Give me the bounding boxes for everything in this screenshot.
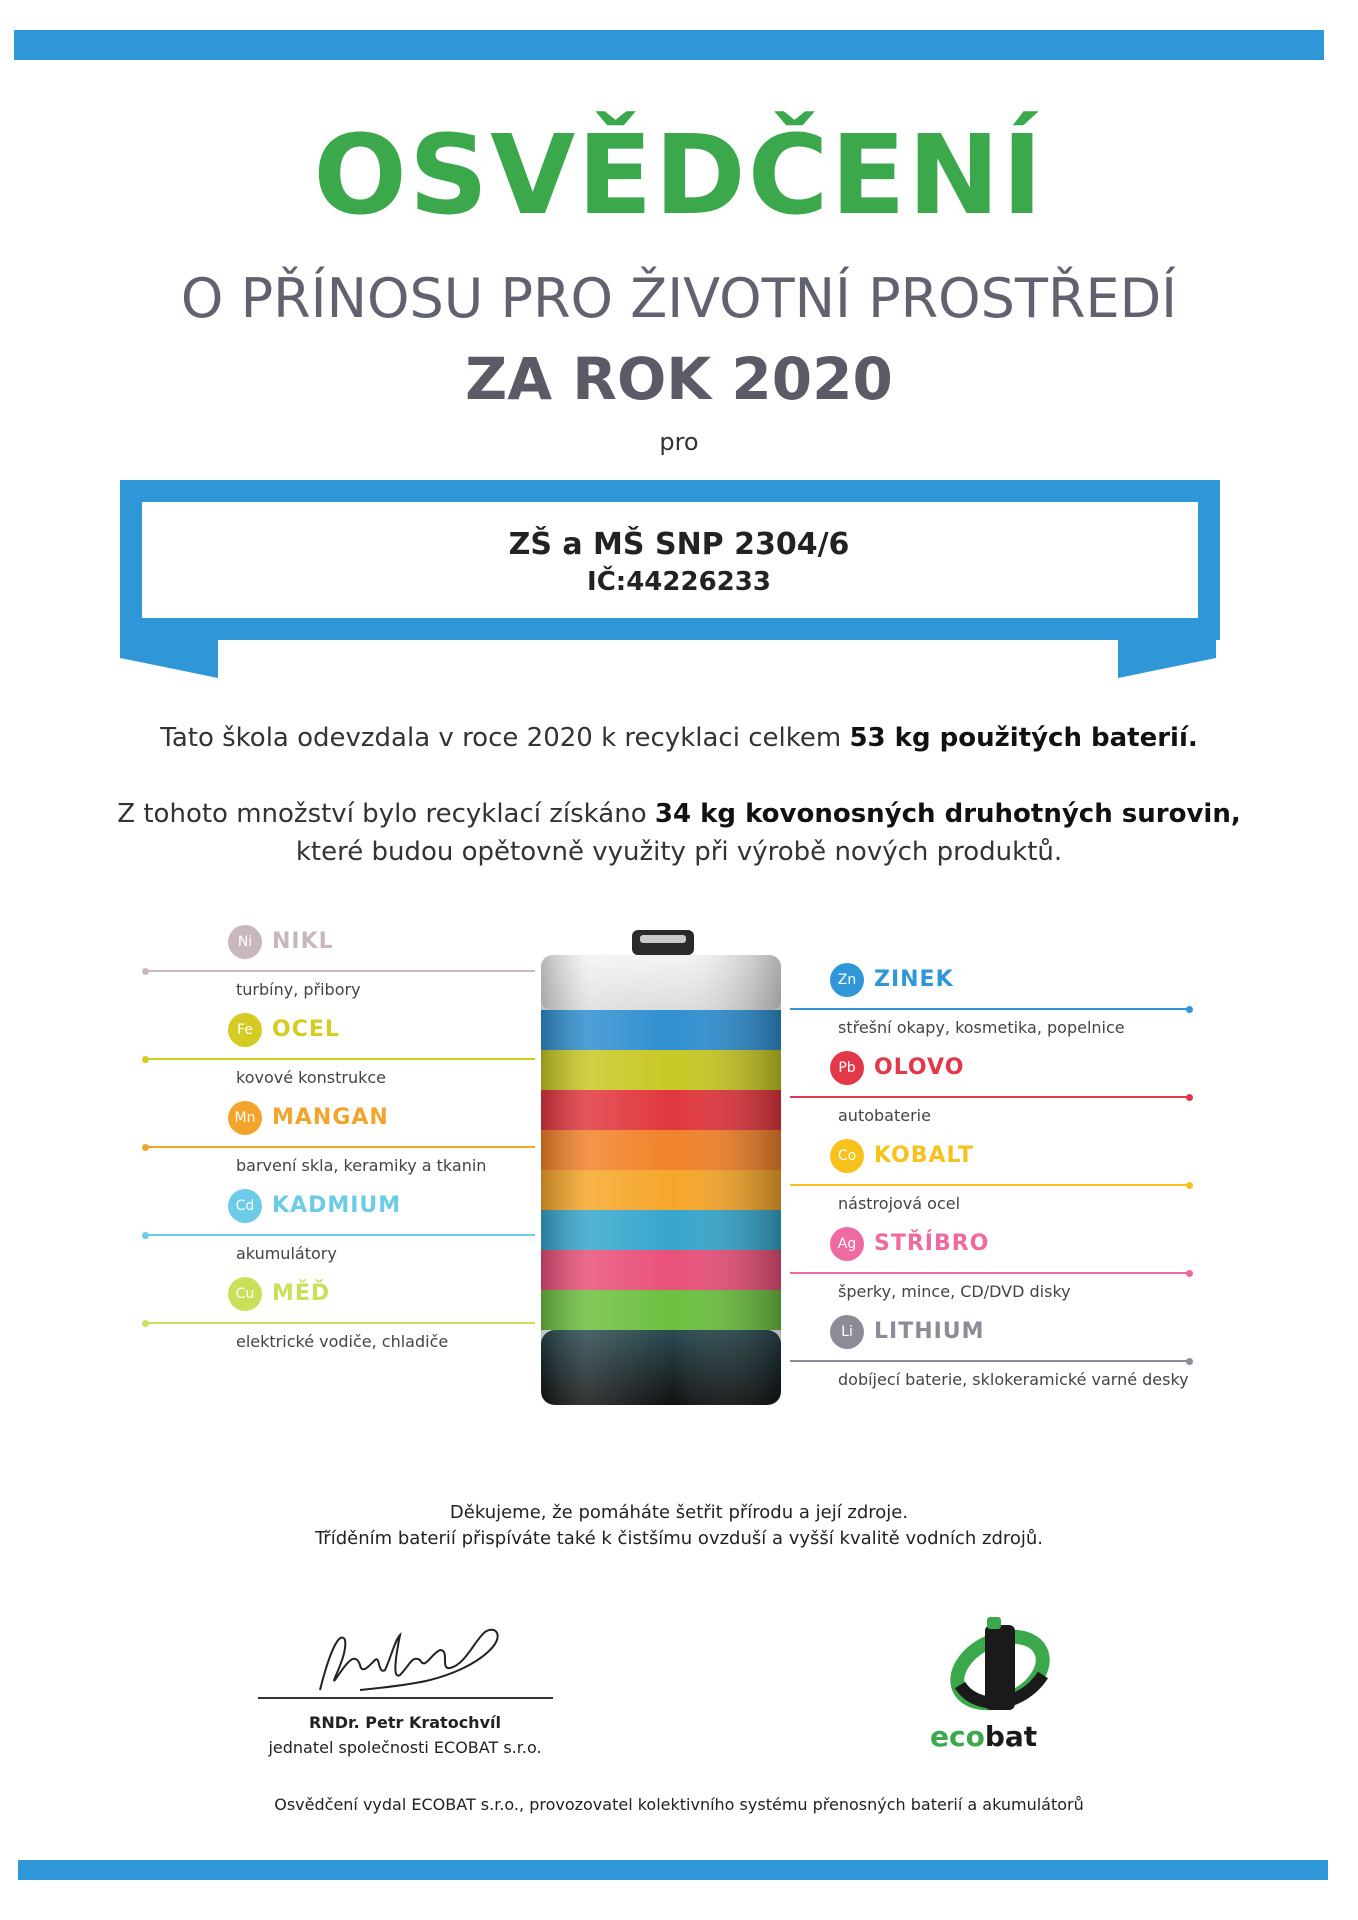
top-blue-bar (14, 30, 1324, 60)
element-symbol: Mn (228, 1101, 262, 1135)
signer-block (220, 1710, 590, 1760)
element-name: OCEL (272, 1017, 340, 1042)
element-use: barvení skla, keramiky a tkanin (236, 1156, 487, 1175)
element-name: ZINEK (874, 967, 954, 992)
leader-dot (1186, 1270, 1193, 1277)
element-use: autobaterie (838, 1106, 931, 1125)
statement-materials: Z tohoto množství bylo recyklací získáno 34 kg kovonosných druhotných surovin, které budou opětovně využity při výrobě nových produktů. (117, 799, 1241, 867)
leader-line (145, 970, 535, 972)
leader-line (145, 1234, 535, 1236)
leader-dot (142, 968, 149, 975)
element-use: akumulátory (236, 1244, 337, 1263)
leader-line (790, 1008, 1190, 1010)
element-symbol: Cu (228, 1277, 262, 1311)
leader-dot (142, 1232, 149, 1239)
signature-image (300, 1610, 520, 1700)
bottom-blue-bar (18, 1860, 1328, 1880)
element-use: turbíny, přibory (236, 980, 361, 999)
ecobat-logo-text: ecobat (930, 1720, 1038, 1753)
recipient-name: ZŠ a MŠ SNP 2304/6 (508, 527, 850, 562)
element-use: elektrické vodiče, chladiče (236, 1332, 449, 1351)
element-use: dobíjecí baterie, sklokeramické varné desky (838, 1370, 1189, 1389)
element-name: MANGAN (272, 1105, 389, 1130)
element-name: LITHIUM (874, 1319, 985, 1344)
ecobat-logo-icon (945, 1615, 1055, 1720)
element-use: šperky, mince, CD/DVD disky (838, 1282, 1071, 1301)
signer-role: jednatel společnosti ECOBAT s.r.o. (268, 1738, 542, 1757)
element-symbol: Ni (228, 925, 262, 959)
element-name: STŘÍBRO (874, 1231, 990, 1256)
leader-dot (142, 1144, 149, 1151)
certificate-title: OSVĚDČENÍ (313, 111, 1045, 239)
footer-text: Osvědčení vydal ECOBAT s.r.o., provozovatel kolektivního systému přenosných baterií a akumulátorů (274, 1795, 1084, 1814)
element-symbol: Fe (228, 1013, 262, 1047)
battery-graphic (536, 925, 786, 1425)
recipient-ico: IČ:44226233 (587, 567, 771, 597)
certificate-subtitle: O PŘÍNOSU PRO ŽIVOTNÍ PROSTŘEDÍ (180, 267, 1178, 330)
leader-dot (142, 1056, 149, 1063)
leader-dot (1186, 1358, 1193, 1365)
leader-line (145, 1146, 535, 1148)
certificate-year: ZA ROK 2020 (465, 345, 893, 413)
thanks-text (0, 1500, 1358, 1552)
thanks-line-2: Tříděním baterií přispíváte také k čistšímu ovzduší a vyšší kvalitě vodních zdrojů. (314, 1528, 1044, 1549)
leader-line (790, 1360, 1190, 1362)
signature-line (258, 1697, 553, 1699)
element-use: nástrojová ocel (838, 1194, 961, 1213)
element-symbol: Zn (830, 963, 864, 997)
element-name: OLOVO (874, 1055, 965, 1080)
leader-dot (1186, 1094, 1193, 1101)
element-symbol: Li (830, 1315, 864, 1349)
element-name: KADMIUM (272, 1193, 402, 1218)
element-name: NIKL (272, 929, 334, 954)
statement-recycled: Tato škola odevzdala v roce 2020 k recyklaci celkem 53 kg použitých baterií. (160, 723, 1198, 753)
for-label: pro (659, 428, 699, 456)
leader-line (790, 1096, 1190, 1098)
leader-dot (142, 1320, 149, 1327)
leader-line (790, 1184, 1190, 1186)
element-symbol: Co (830, 1139, 864, 1173)
element-symbol: Ag (830, 1227, 864, 1261)
element-name: KOBALT (874, 1143, 974, 1168)
element-symbol: Cd (228, 1189, 262, 1223)
element-symbol: Pb (830, 1051, 864, 1085)
element-use: střešní okapy, kosmetika, popelnice (838, 1018, 1125, 1037)
signer-name: RNDr. Petr Kratochvíl (309, 1713, 501, 1732)
element-use: kovové konstrukce (236, 1068, 386, 1087)
leader-dot (1186, 1182, 1193, 1189)
leader-dot (1186, 1006, 1193, 1013)
leader-line (145, 1058, 535, 1060)
element-name: MĚĎ (272, 1281, 331, 1306)
leader-line (790, 1272, 1190, 1274)
thanks-line-1: Děkujeme, že pomáháte šetřit přírodu a její zdroje. (449, 1502, 909, 1523)
battery-illustration (536, 925, 786, 1425)
leader-line (145, 1322, 535, 1324)
